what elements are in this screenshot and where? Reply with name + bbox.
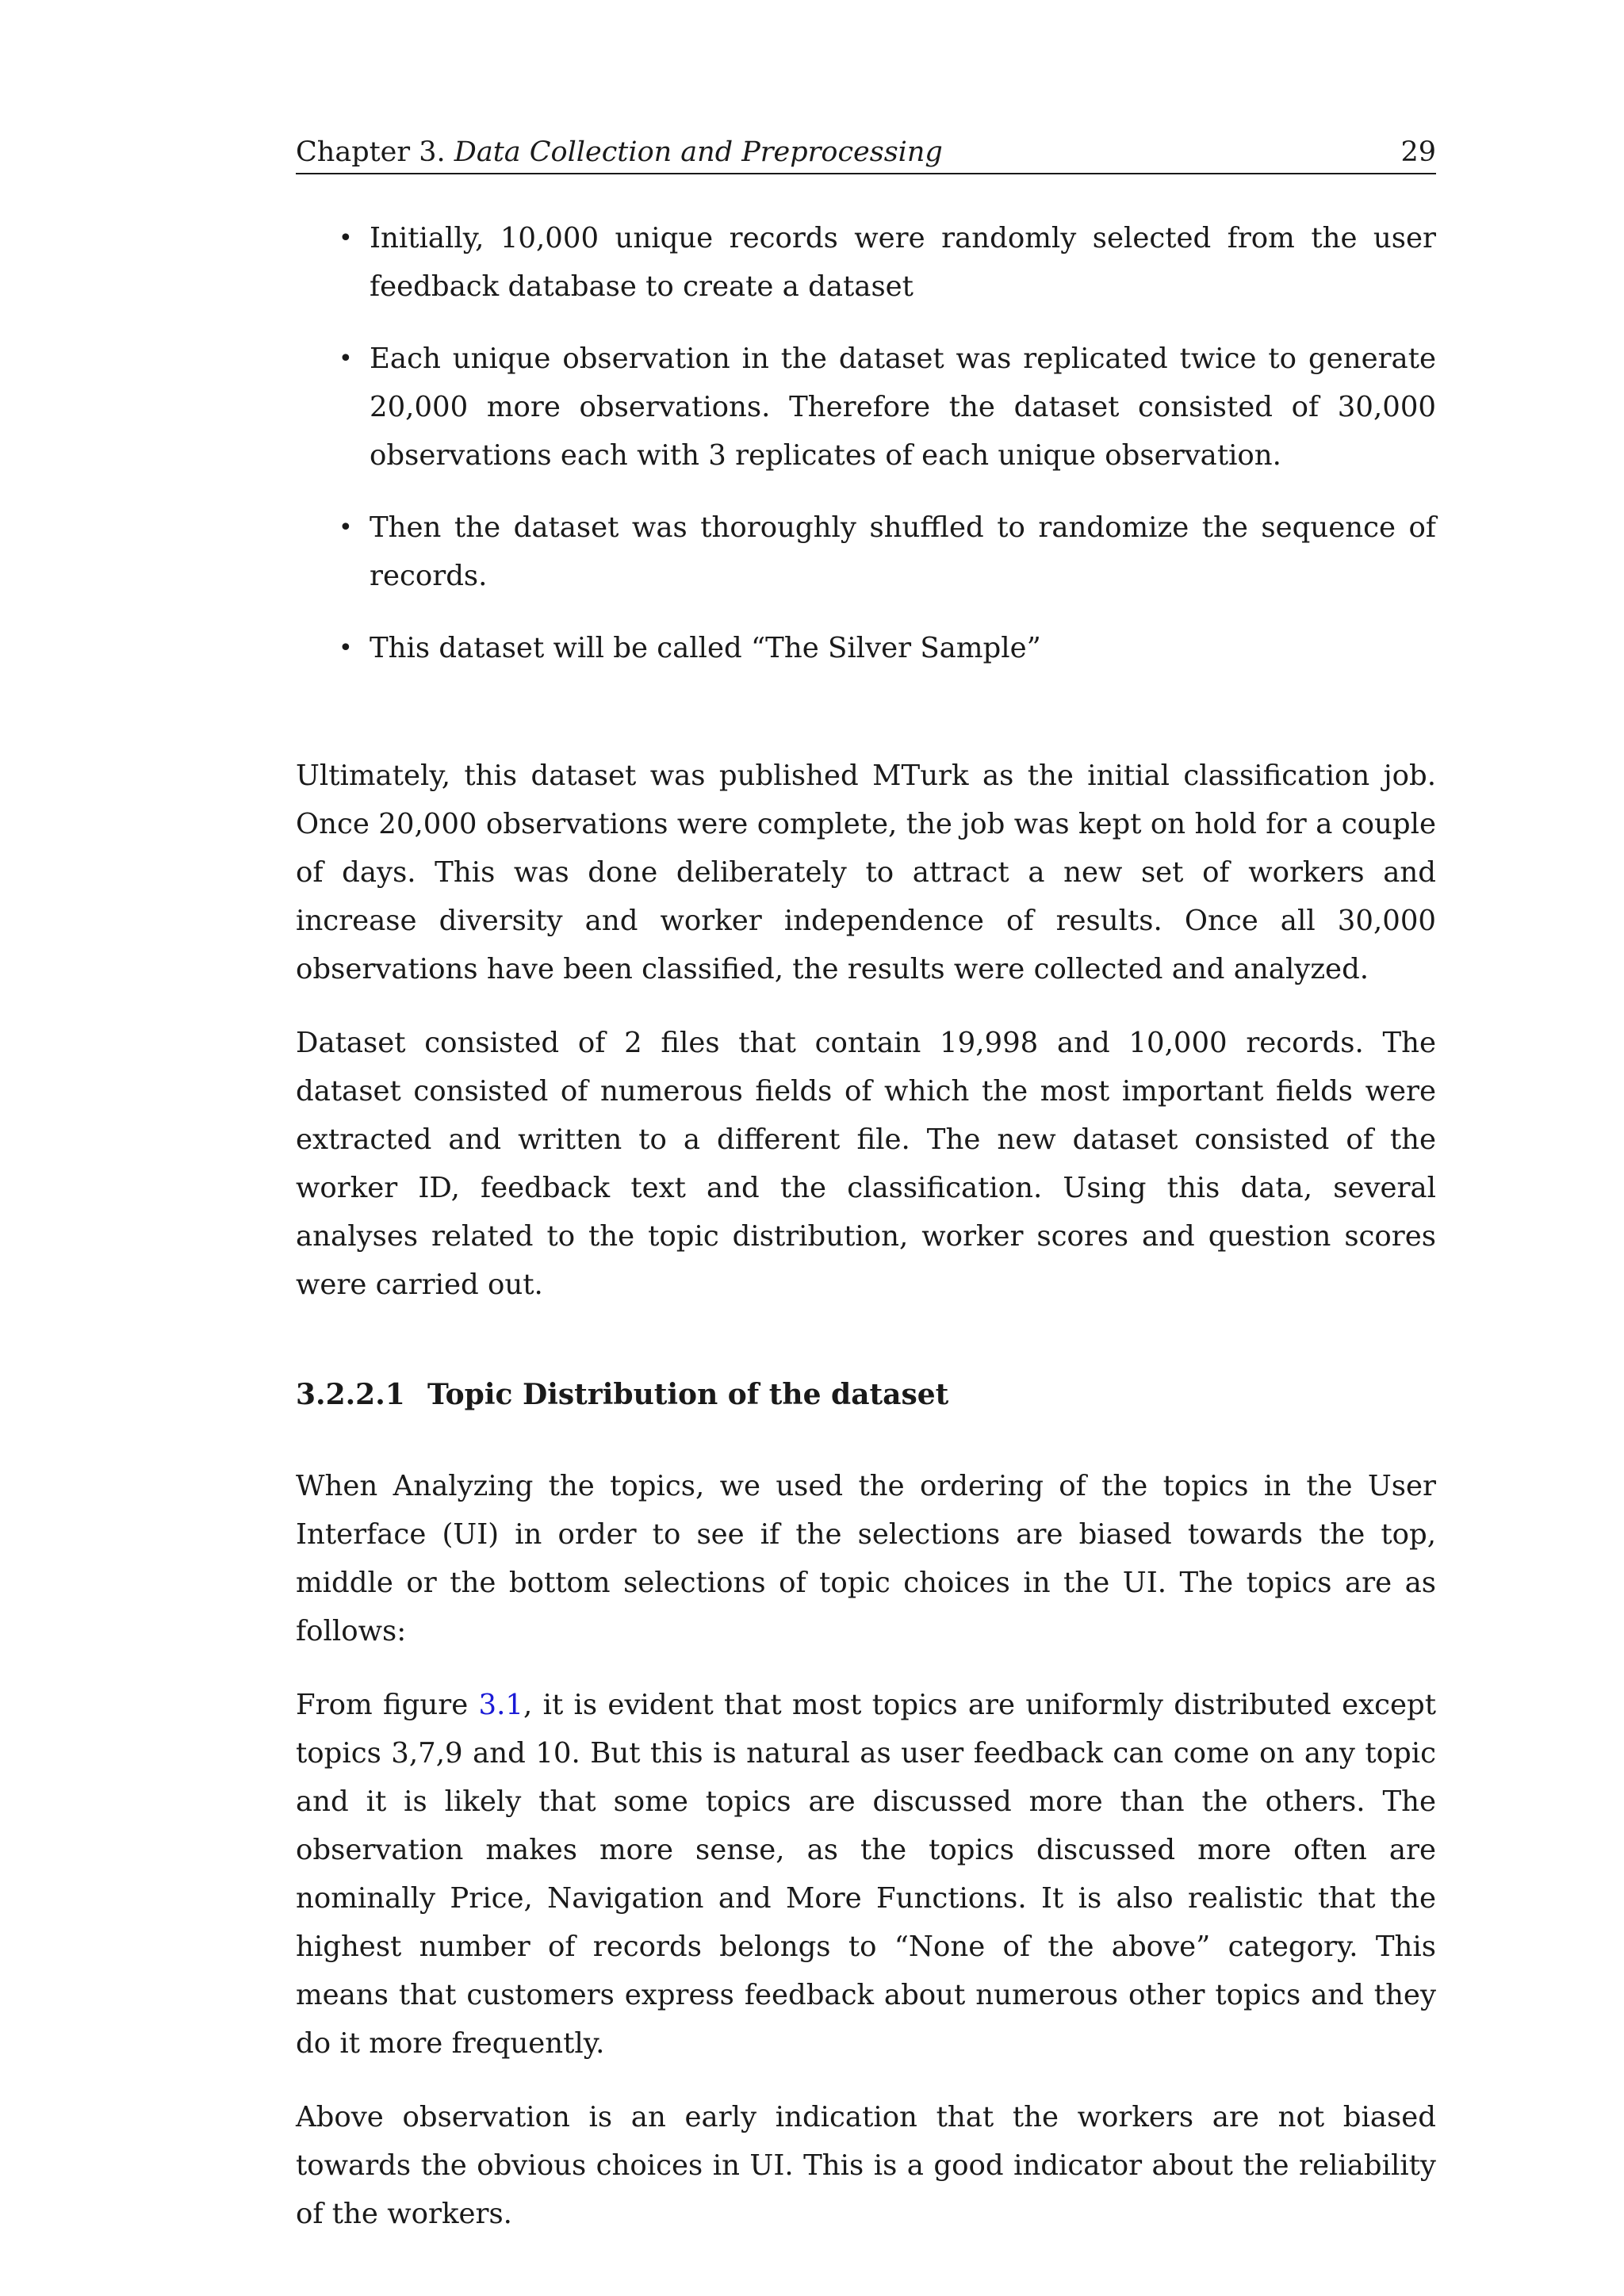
bullet-list bbox=[296, 214, 1436, 672]
bullet-icon: • bbox=[339, 224, 353, 252]
chapter-title: Data Collection and Preprocessing bbox=[454, 136, 943, 168]
paragraph-worker-bias: Above observation is an early indication that the workers are not biased towards the obvious choices in UI. This is a good indicator about the reliability of the workers. bbox=[296, 2101, 1436, 2230]
list-item-text: This dataset will be called “The Silver Sample” bbox=[370, 632, 1041, 664]
page-number: 29 bbox=[1400, 136, 1436, 168]
section-number: 3.2.2.1 bbox=[296, 1378, 405, 1411]
paragraph-text: From figure bbox=[296, 1689, 479, 1721]
list-item-text: Each unique observation in the dataset was replicated twice to generate 20,000 more observations. Therefore the dataset consisted of 30,000 observations each with 3 replicates of each unique observation. bbox=[370, 342, 1436, 472]
list-item bbox=[296, 624, 1436, 672]
list-item bbox=[296, 503, 1436, 600]
paragraph-text: , it is evident that most topics are uniformly distributed except topics 3,7,9 and 10. But this is natural as user feedback can come on any topic and it is likely that some topics are discussed more than the others. The observation makes more sense, as the topics discussed more often are nominally Price, Navigation and More Functions. It is also realistic that the highest number of records belongs to “None of the above” category. This means that customers express feedback about numerous other topics and they do it more frequently. bbox=[296, 1689, 1436, 2060]
bullet-icon: • bbox=[339, 345, 353, 373]
list-item-text: Initially, 10,000 unique records were randomly selected from the user feedback database to create a dataset bbox=[370, 222, 1436, 303]
chapter-label: Chapter 3. bbox=[296, 136, 446, 168]
chapter-heading bbox=[296, 132, 943, 173]
bullet-icon: • bbox=[339, 634, 353, 662]
body-text bbox=[296, 214, 1436, 2263]
running-header bbox=[296, 132, 1436, 174]
paragraph-dataset-files: Dataset consisted of 2 files that contain 19,998 and 10,000 records. The dataset consisted of numerous fields of which the most important fields were extracted and written to a different file. The new dataset consisted of the worker ID, feedback text and the classification. Using this data, several analyses related to the topic distribution, worker scores and question scores were carried out. bbox=[296, 1027, 1436, 1301]
paragraph-figure-observation bbox=[296, 1681, 1436, 2068]
list-spacer bbox=[296, 696, 1436, 752]
section-heading bbox=[296, 1371, 1436, 1419]
paragraph-topic-ordering: When Analyzing the topics, we used the ordering of the topics in the User Interface (UI) in order to see if the selections are biased towards the top, middle or the bottom selections of topic choices in the UI. The topics are as follows: bbox=[296, 1470, 1436, 1647]
list-item bbox=[296, 214, 1436, 311]
bullet-icon: • bbox=[339, 514, 353, 541]
figure-reference-link[interactable]: 3.1 bbox=[478, 1689, 523, 1721]
list-item bbox=[296, 335, 1436, 480]
paragraph-mturk-publication: Ultimately, this dataset was published MTurk as the initial classification job. Once 20,000 observations were complete, the job was kept on hold for a couple of days. This was done deliberately to attract a new set of workers and increase diversity and worker independence of results. Once all 30,000 observations have been classified, the results were collected and analyzed. bbox=[296, 760, 1436, 985]
list-item-text: Then the dataset was thoroughly shuffled to randomize the sequence of records. bbox=[370, 511, 1436, 592]
section-title: Topic Distribution of the dataset bbox=[427, 1378, 949, 1411]
